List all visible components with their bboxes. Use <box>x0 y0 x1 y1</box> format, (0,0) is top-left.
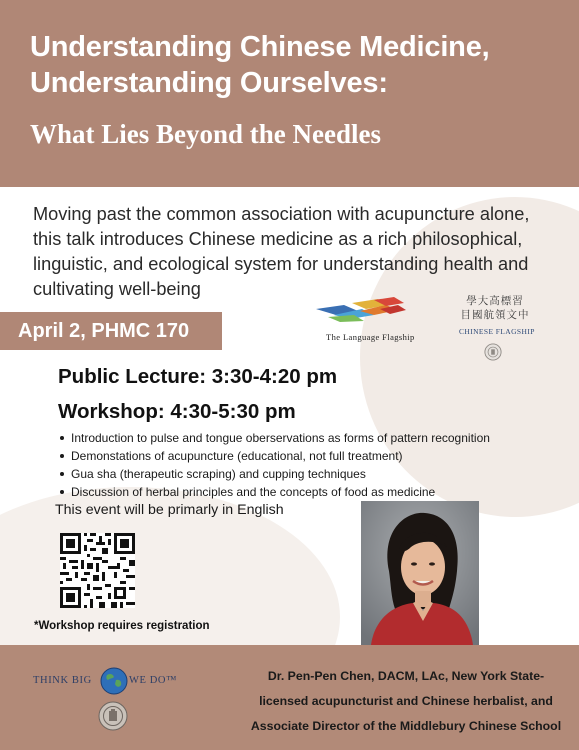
content-area <box>0 187 579 645</box>
speaker-bio <box>240 664 572 739</box>
list-item: Discussion of herbal principles and the concepts of food as medicine <box>58 483 558 501</box>
intro-paragraph: Moving past the common association with acupuncture alone, this talk introduces Chinese medicine as a rich philosophical, linguistic, and ecological system for understanding health and cultivating well-being <box>33 204 530 299</box>
list-item: Introduction to pulse and tongue oberservations as forms of pattern recognition <box>58 429 558 447</box>
bullet-icon <box>60 490 64 494</box>
date-banner <box>0 312 222 350</box>
workshop-topics-list <box>58 429 558 501</box>
speaker-photo <box>361 501 479 645</box>
language-flagship-name: The Language Flagship <box>326 332 415 342</box>
chinese-flagship-line-1: 學大高標習 <box>466 295 524 307</box>
registration-note: *Workshop requires registration <box>34 620 210 632</box>
we-do-text: WE DO™ <box>129 675 178 686</box>
header-banner <box>0 0 579 187</box>
public-lecture-time: Public Lecture: 3:30-4:20 pm <box>58 365 338 388</box>
footer-bar <box>0 645 579 750</box>
event-subtitle: What Lies Beyond the Needles <box>30 119 381 149</box>
think-big-text: THINK BIG <box>33 675 92 686</box>
language-note: This event will be primarly in English <box>55 502 284 518</box>
chinese-flagship-line-2: 目國航領文中 <box>460 309 530 321</box>
bio-line-2: licensed acupuncturist and Chinese herbalist, and <box>259 694 553 708</box>
list-item: Demonstations of acupuncture (educational, not full treatment) <box>58 447 558 465</box>
chinese-flagship-characters <box>455 294 535 322</box>
qr-code-icon[interactable] <box>60 533 135 608</box>
bio-line-3: Associate Director of the Middlebury Chinese School <box>250 719 562 733</box>
event-title <box>30 29 560 101</box>
bullet-icon <box>60 472 64 476</box>
seal-icon <box>484 343 502 361</box>
title-line-1: Understanding Chinese Medicine, <box>30 31 490 63</box>
date-location: April 2, PHMC 170 <box>18 320 190 342</box>
list-item: Gua sha (therapeutic scraping) and cupping techniques <box>58 465 558 483</box>
bullet-icon <box>60 454 64 458</box>
seal-icon <box>98 701 128 731</box>
bio-line-1: Dr. Pen-Pen Chen, DACM, LAc, New York State- <box>267 669 545 683</box>
title-line-2: Understanding Ourselves: <box>30 67 388 99</box>
globe-icon <box>100 667 128 695</box>
bullet-icon <box>60 436 64 440</box>
chinese-flagship-name: CHINESE FLAGSHIP <box>459 327 535 336</box>
workshop-time: Workshop: 4:30-5:30 pm <box>58 400 296 423</box>
